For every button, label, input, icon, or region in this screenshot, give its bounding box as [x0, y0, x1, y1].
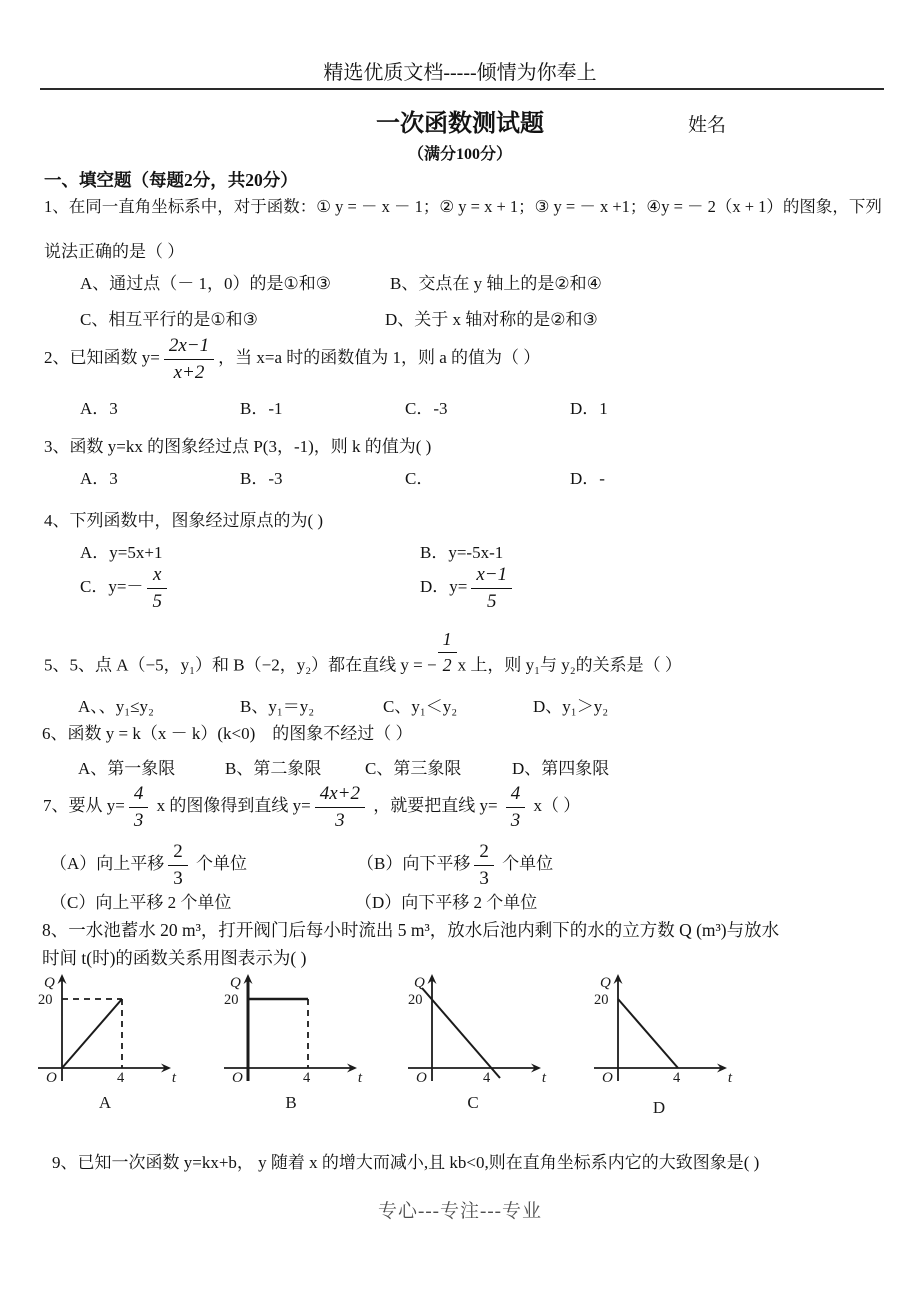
q2-text-prefix: 2、已知函数 y=: [44, 347, 160, 367]
q4-option-d-fraction: [471, 563, 512, 613]
fraction-numerator: 4x+2: [315, 782, 365, 808]
q7-option-c: （C）向上平移 2 个单位: [50, 893, 232, 912]
fraction-denominator: 3: [173, 867, 183, 889]
q6-option-c: C、第三象限: [365, 759, 462, 778]
q7-text-p4: x（ ）: [529, 795, 581, 815]
graph-letter: D: [652, 1098, 666, 1117]
q7-option-a: [50, 840, 247, 890]
fraction-denominator: x+2: [173, 361, 205, 383]
doc-header-text: 精选优质文档-----倾情为你奉上: [323, 62, 597, 84]
q4-option-c: [80, 563, 171, 613]
q4-option-d: [420, 563, 516, 613]
q2-option-c: C．-3: [405, 399, 448, 418]
q2-text-suffix: ，当 x=a 时的函数值为 1，则 a 的值为（ ）: [218, 347, 541, 367]
fraction-numerator: x: [147, 563, 167, 589]
graph-letter: B: [285, 1093, 297, 1112]
graph-letter: A: [98, 1093, 112, 1112]
q4-option-c-fraction: [147, 563, 167, 613]
q5-fraction: [438, 628, 457, 675]
x-tick-label: 4: [117, 1070, 125, 1086]
y-max-label: 20: [38, 992, 53, 1008]
q4-option-d-prefix: D．y=: [420, 576, 468, 596]
y-axis-label: Q: [414, 975, 425, 991]
origin-label: O: [602, 1070, 613, 1086]
y-axis-label: Q: [230, 975, 241, 991]
q1-option-c: C、相互平行的是①和③: [80, 310, 258, 329]
q7-text-p2: x 的图像得到直线 y=: [152, 795, 311, 815]
q6-option-b: B、第二象限: [225, 759, 322, 778]
fraction-numerator: 2: [474, 840, 494, 866]
q7-fraction-1: [129, 782, 149, 832]
fraction-numerator: 4: [506, 782, 526, 808]
q8-text-line1: 8、一水池蓄水 20 m³，打开阀门后每小时流出 5 m³，放水后池内剩下的水的立方数 Q (m³)与放水: [42, 920, 780, 940]
fraction-denominator: 5: [152, 590, 162, 612]
graph-option-c: [400, 971, 550, 1116]
graph-option-d: [586, 971, 736, 1121]
q4-option-c-prefix: C．y=－: [80, 576, 144, 596]
q1-option-a: A、通过点（－ 1，0）的是①和③: [80, 274, 332, 293]
graph-option-a: [30, 971, 180, 1116]
q2-option-b: B．-1: [240, 399, 283, 418]
page-title: 一次函数测试题: [376, 111, 544, 137]
fraction-denominator: 3: [479, 867, 489, 889]
q7-fraction-2: [315, 782, 365, 832]
q2-option-a: A．3: [80, 399, 118, 418]
q7-option-b-fraction: [474, 840, 494, 890]
y-axis-label: Q: [600, 975, 611, 991]
x-axis-label: t: [541, 1070, 546, 1086]
q7-option-d: （D）向下平移 2 个单位: [355, 893, 538, 912]
fraction-denominator: 3: [335, 809, 345, 831]
q6-option-d: D、第四象限: [512, 759, 610, 778]
q7-option-b-prefix: （B）向下平移: [357, 853, 471, 873]
q6-text: 6、函数 y = k（x － k）(k<0) 的图象不经过（ ）: [42, 724, 413, 743]
name-label: 姓名: [688, 115, 727, 136]
x-tick-label: 4: [483, 1070, 491, 1086]
fraction-numerator: 4: [129, 782, 149, 808]
origin-label: O: [416, 1070, 427, 1086]
q5-text-prefix: 5、5、点 A（−5，y₁）和 B（−2，y₂）都在直线 y = −: [44, 655, 437, 675]
y-max-label: 20: [224, 992, 239, 1008]
q5-text-suffix: x 上，则 y₁与 y₂的关系是（ ）: [457, 655, 682, 675]
falling-line: [422, 988, 500, 1078]
q5-option-a: A、、y₁≤y₂: [78, 697, 154, 716]
q5-option-c: C、y₁＜y₂: [383, 697, 458, 716]
x-tick-label: 4: [303, 1070, 311, 1086]
doc-footer-text: 专心---专注---专业: [378, 1201, 542, 1222]
q7-text-p1: 7、要从 y=: [43, 795, 125, 815]
q7-text: [43, 782, 580, 832]
fraction-denominator: 5: [487, 590, 497, 612]
q2-text: [44, 334, 540, 384]
q7-option-a-suffix: 个单位: [191, 853, 248, 873]
q6-option-a: A、第一象限: [78, 759, 176, 778]
fraction-numerator: 2: [168, 840, 188, 866]
x-axis-label: t: [727, 1070, 732, 1086]
y-max-label: 20: [408, 992, 423, 1008]
q4-option-a: A．y=5x+1: [80, 543, 163, 562]
x-axis-label: t: [171, 1070, 176, 1086]
header-divider: [40, 88, 884, 90]
q4-option-b: B．y=-5x-1: [420, 543, 504, 562]
q3-option-c: C．: [405, 469, 434, 488]
q8-text-line2: 时间 t(时)的函数关系用图表示为( ): [42, 948, 307, 968]
section-heading: 一、填空题（每题2分，共20分）: [44, 170, 298, 190]
fraction-numerator: 1: [438, 628, 457, 653]
x-axis-label: t: [357, 1070, 362, 1086]
q9-text: 9、已知一次函数 y=kx+b， y 随着 x 的增大而减小,且 kb<0,则在直角坐标系内它的大致图象是( ): [52, 1153, 760, 1172]
origin-label: O: [46, 1070, 57, 1086]
q7-option-b: [357, 840, 553, 890]
q5-text: [44, 628, 682, 676]
y-axis-label: Q: [44, 975, 55, 991]
q7-option-a-fraction: [168, 840, 188, 890]
q4-text: 4、下列函数中，图象经过原点的为( ): [44, 511, 324, 530]
q7-text-p3: ，就要把直线 y=: [368, 795, 502, 815]
falling-line: [618, 999, 678, 1068]
x-tick-label: 4: [673, 1070, 681, 1086]
q1-option-b: B、交点在 y 轴上的是②和④: [390, 274, 602, 293]
rising-line: [62, 999, 122, 1068]
q3-text: 3、函数 y=kx 的图象经过点 P(3，-1)，则 k 的值为( ): [44, 437, 432, 456]
y-max-label: 20: [594, 992, 609, 1008]
fraction-numerator: x−1: [471, 563, 512, 589]
fraction-denominator: 2: [442, 654, 452, 675]
q3-option-a: A．3: [80, 469, 118, 488]
q5-option-d: D、y₁＞y₂: [533, 697, 609, 716]
origin-label: O: [232, 1070, 243, 1086]
fraction-denominator: 3: [510, 809, 521, 831]
fraction-denominator: 3: [133, 809, 144, 831]
q7-fraction-3: [506, 782, 526, 832]
fraction-numerator: 2x−1: [164, 334, 214, 360]
q2-option-d: D．1: [570, 399, 608, 418]
q1-text-line2: 说法正确的是（ ）: [44, 242, 185, 261]
q7-option-b-suffix: 个单位: [497, 853, 554, 873]
q3-option-d: D．-: [570, 469, 605, 488]
q1-text-line1: 1、在同一直角坐标系中，对于函数：① y = － x － 1；② y = x + 1；③ y = － x +1；④y = － 2（x + 1）的图象，下列: [44, 197, 882, 216]
q7-option-a-prefix: （A）向上平移: [50, 853, 165, 873]
q1-option-d: D、关于 x 轴对称的是②和③: [385, 310, 598, 329]
q3-option-b: B．-3: [240, 469, 283, 488]
graph-option-b: [216, 971, 366, 1116]
graph-letter: C: [467, 1093, 479, 1112]
q5-option-b: B、y₁＝y₂: [240, 697, 315, 716]
q2-fraction: [164, 334, 214, 384]
subtitle: （满分100分）: [407, 146, 512, 163]
